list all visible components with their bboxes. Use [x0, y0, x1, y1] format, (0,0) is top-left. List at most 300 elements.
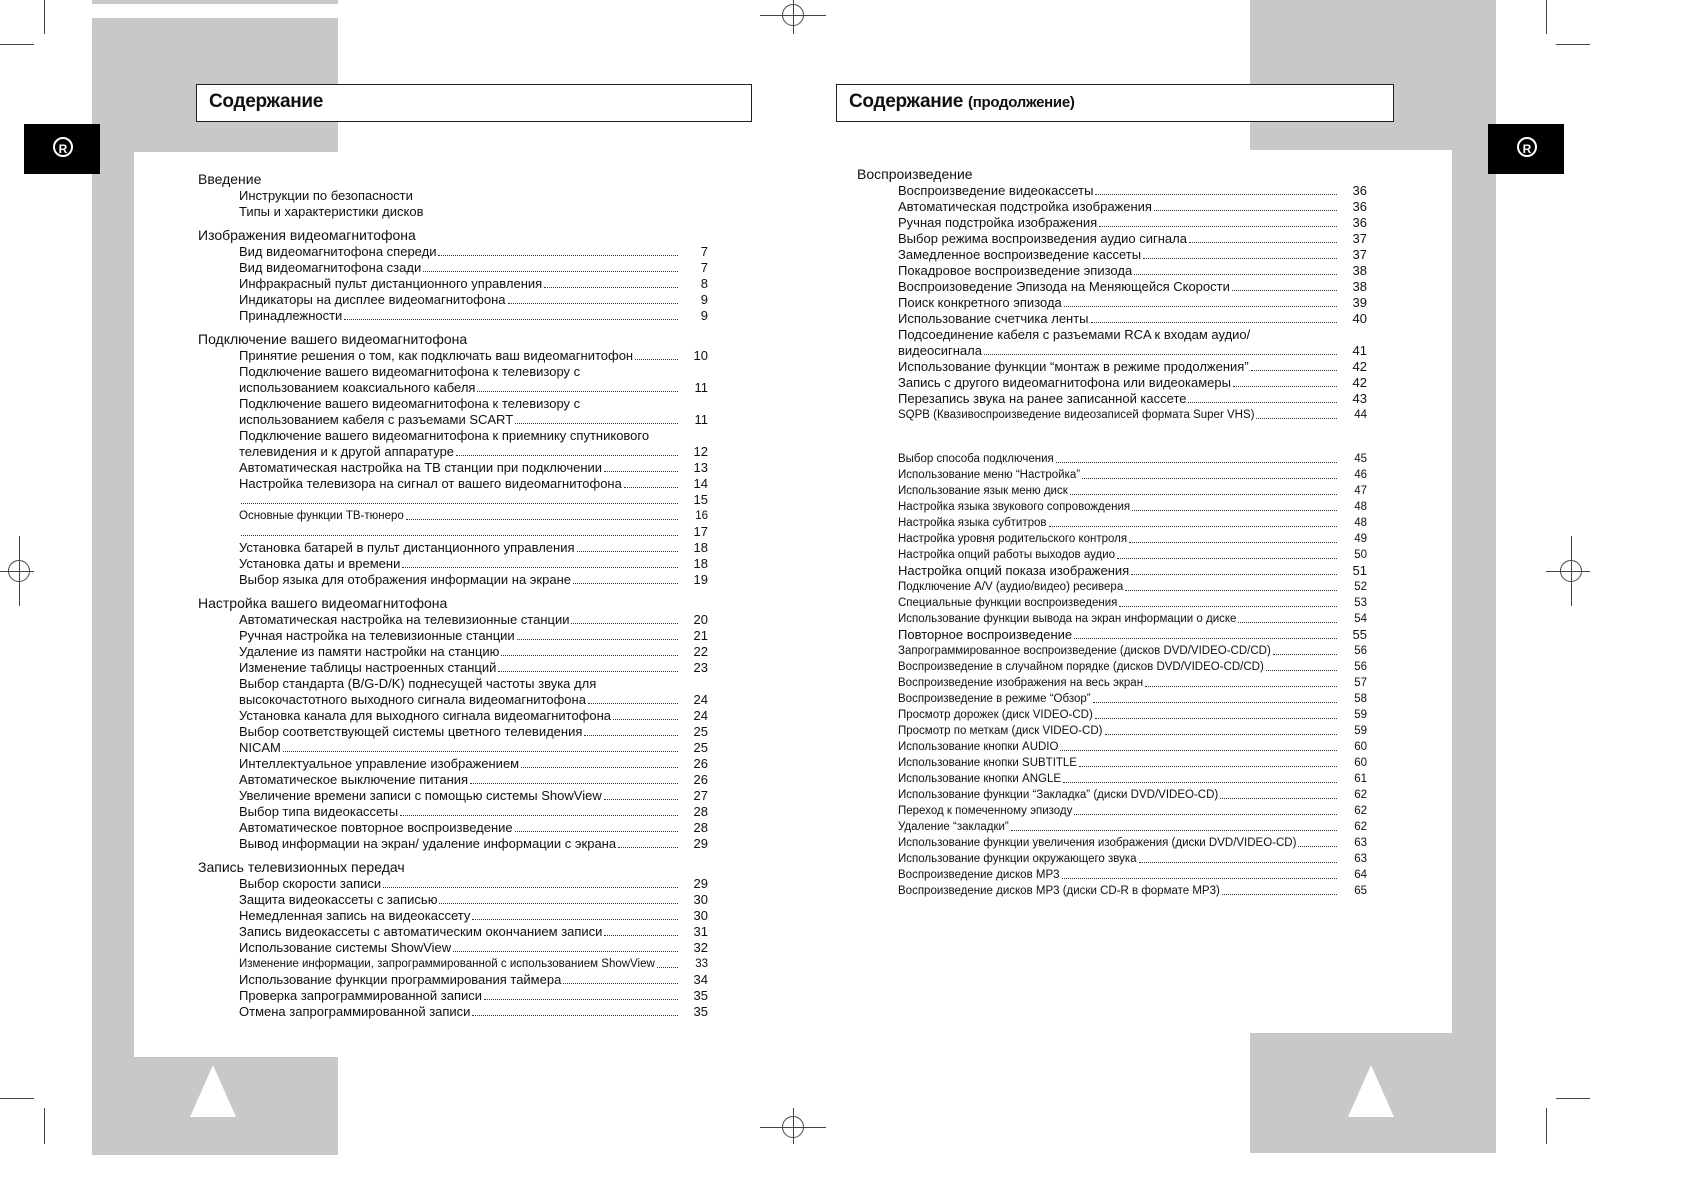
toc-entry-line: Подключение вашего видеомагнитофона к приемнику спутникового: [239, 428, 650, 443]
toc-entry-text: Использование функции “монтаж в режиме продолжения”: [898, 359, 1249, 374]
toc-entry-text: Инструкции по безопасности: [239, 188, 413, 203]
toc-entry-text: Изменение информации, запрограммированной с использованием ShowView: [239, 958, 655, 970]
toc-entry: [239, 876, 708, 892]
leader-dots: [1011, 830, 1337, 831]
toc-entry-text: Просмотр по меткам (диск VIDEO-CD): [898, 725, 1103, 737]
toc-page-number: 8: [700, 276, 708, 291]
toc-entry: [239, 628, 708, 644]
toc-entry: [898, 611, 1367, 627]
toc-entry-text: Воспроизведение дисков MP3: [898, 869, 1060, 881]
leader-dots: [383, 887, 678, 888]
crop-mark: [1546, 0, 1547, 34]
toc-page-number: 17: [693, 524, 708, 539]
toc-entry: [898, 407, 1367, 423]
toc-entry: [239, 1004, 708, 1020]
toc-entry-text: Проверка запрограммированной записи: [239, 988, 483, 1003]
leader-dots: [400, 815, 678, 816]
toc-page-number: 32: [693, 940, 708, 955]
toc-page-number: 24: [693, 692, 708, 707]
toc-entry: [898, 771, 1367, 787]
toc-entry: [898, 499, 1367, 515]
toc-entry: [898, 515, 1367, 531]
toc-entry: [239, 308, 708, 324]
leader-dots: [241, 535, 678, 536]
toc-entry-text: Удаление “закладки”: [898, 821, 1009, 833]
toc-entry: [239, 724, 708, 740]
leader-dots: [470, 783, 678, 784]
toc-entry: [898, 199, 1367, 215]
toc-entry: [239, 708, 708, 724]
toc-entry-text: SQPB (Квазивоспроизведение видеозаписей формата Super VHS): [898, 409, 1255, 421]
section-title: Настройка вашего видеомагнитофона: [198, 595, 448, 611]
toc-entry-text: Выбор скорости записи: [239, 876, 382, 891]
leader-dots: [584, 735, 678, 736]
toc-entry-text: Автоматическое повторное воспроизведение: [239, 820, 513, 835]
toc-entry: [239, 476, 708, 492]
toc-entry-text: Использование счетчика ленты: [898, 311, 1089, 326]
leader-dots: [573, 583, 678, 584]
leader-dots: [517, 639, 678, 640]
toc-page-number: 27: [693, 788, 708, 803]
leader-dots: [1145, 686, 1337, 687]
leader-dots: [1220, 798, 1337, 799]
toc-entry: [898, 835, 1367, 851]
toc-page-number: 62: [1354, 805, 1367, 817]
toc-page-number: 47: [1354, 485, 1367, 497]
toc-entry-text: Использование меню “Настройка”: [898, 469, 1081, 481]
toc-entry: [239, 612, 708, 628]
toc-entry-text: Автоматическая настройка на телевизионные станции: [239, 612, 570, 627]
toc-entry-text: видеосигнала: [898, 343, 982, 358]
section-title: Введение: [198, 171, 262, 187]
leader-dots: [1074, 638, 1337, 639]
toc-entry: [898, 851, 1367, 867]
toc-entry-text: Переход к помеченному эпизоду: [898, 805, 1073, 817]
toc-entry: [898, 803, 1367, 819]
toc-entry-text: NICAM: [239, 740, 281, 755]
toc-entry: [239, 276, 708, 292]
leader-dots: [402, 567, 678, 568]
leader-dots: [472, 919, 678, 920]
toc-entry: [239, 788, 708, 804]
toc-page-number: 61: [1354, 773, 1367, 785]
toc-page-number: 18: [693, 556, 708, 571]
leader-dots: [984, 354, 1337, 355]
toc-entry: [898, 531, 1367, 547]
leader-dots: [1117, 558, 1337, 559]
toc-entry-text: Подключение A/V (аудио/видео) ресивера: [898, 581, 1124, 593]
toc-page-number: 26: [693, 756, 708, 771]
leader-dots: [577, 551, 679, 552]
toc-entry: [239, 772, 708, 788]
left-language-tab: [24, 124, 100, 174]
toc-entry-text: Ручная настройка на телевизионные станции: [239, 628, 515, 643]
toc-entry: [898, 231, 1367, 247]
toc-page-number: 56: [1354, 661, 1367, 673]
leader-dots: [1070, 494, 1337, 495]
toc-entry-text: Удаление из памяти настройки на станцию: [239, 644, 500, 659]
crop-mark: [0, 44, 34, 45]
toc-entry-text: Настройка уровня родительского контроля: [898, 533, 1128, 545]
leader-dots: [657, 967, 678, 968]
toc-page-number: 51: [1352, 563, 1367, 578]
toc-entry-text: Инфракрасный пульт дистанционного управления: [239, 276, 543, 291]
toc-entry: [239, 260, 708, 276]
toc-entry-text: Отмена запрограммированной записи: [239, 1004, 471, 1019]
toc-entry: [239, 244, 708, 260]
toc-entry: [239, 540, 708, 556]
leader-dots: [544, 287, 678, 288]
toc-page-number: 7: [700, 244, 708, 259]
leader-dots: [508, 303, 678, 304]
toc-page-number: 62: [1354, 789, 1367, 801]
toc-entry-text: Использование функции увеличения изображения (диски DVD/VIDEO-CD): [898, 837, 1297, 849]
toc-page-number: 29: [693, 876, 708, 891]
leader-dots: [1079, 766, 1337, 767]
crop-mark: [1556, 44, 1590, 45]
toc-entry-text: телевидения и к другой аппаратуре: [239, 444, 455, 459]
leader-dots: [1143, 258, 1337, 259]
toc-entry: [239, 692, 708, 708]
leader-dots: [501, 655, 678, 656]
toc-entry: [239, 908, 708, 924]
toc-entry-text: Немедленная запись на видеокассету: [239, 908, 471, 923]
toc-page-number: 44: [1354, 409, 1367, 421]
toc-entry-text: Настройка опций работы выходов аудио: [898, 549, 1116, 561]
leader-dots: [604, 935, 678, 936]
toc-entry-text: использованием коаксиального кабеля: [239, 380, 476, 395]
toc-page-number: 21: [693, 628, 708, 643]
toc-page-number: 11: [694, 380, 708, 395]
toc-entry-text: Принятие решения о том, как подключать ваш видеомагнитофон: [239, 348, 634, 363]
toc-page-number: 41: [1352, 343, 1367, 358]
leader-dots: [1129, 542, 1337, 543]
toc-entry: [239, 508, 708, 524]
toc-entry: [239, 572, 708, 588]
toc-page-number: 58: [1354, 693, 1367, 705]
toc-entry: [239, 292, 708, 308]
toc-entry-text: Использование функции вывода на экран информации о диске: [898, 613, 1237, 625]
toc-entry-text: Выбор типа видеокассеты: [239, 804, 399, 819]
toc-entry: [898, 483, 1367, 499]
toc-page-number: 30: [693, 892, 708, 907]
toc-entry-text: Повторное воспроизведение: [898, 627, 1073, 642]
leader-dots: [1105, 734, 1338, 735]
leader-dots: [1154, 210, 1337, 211]
toc-entry-text: Увеличение времени записи с помощью системы ShowView: [239, 788, 602, 803]
toc-page-number: 30: [693, 908, 708, 923]
toc-entry-text: Использование функции программирования таймера: [239, 972, 562, 987]
right-page-title: [836, 84, 1394, 122]
toc-entry: [898, 563, 1367, 579]
leader-dots: [1064, 306, 1337, 307]
toc-page-number: 63: [1354, 853, 1367, 865]
toc-page-number: 53: [1354, 597, 1367, 609]
toc-entry: [898, 343, 1367, 359]
leader-dots: [484, 999, 678, 1000]
toc-entry-text: Просмотр дорожек (диск VIDEO-CD): [898, 709, 1093, 721]
toc-entry: [898, 723, 1367, 739]
toc-entry: [239, 660, 708, 676]
toc-page-number: 14: [693, 476, 708, 491]
toc-entry: [898, 295, 1367, 311]
right-gray-band-top: [1250, 0, 1496, 160]
toc-page-number: 18: [693, 540, 708, 555]
leader-dots: [453, 951, 678, 952]
crop-mark: [1546, 1108, 1547, 1144]
toc-entry: [239, 204, 708, 220]
leader-dots: [1189, 242, 1337, 243]
toc-page-number: 38: [1352, 279, 1367, 294]
leader-dots: [1095, 194, 1337, 195]
toc-entry: [898, 183, 1367, 199]
toc-entry: [239, 756, 708, 772]
toc-entry: [898, 263, 1367, 279]
registration-mark: [1546, 571, 1590, 572]
toc-entry-text: Настройка языка субтитров: [898, 517, 1047, 529]
toc-page-number: 39: [1352, 295, 1367, 310]
toc-page-number: 7: [700, 260, 708, 275]
leader-dots: [1062, 878, 1337, 879]
right-up-triangle: [1348, 1065, 1394, 1117]
toc-page-number: 28: [693, 820, 708, 835]
toc-page-number: 50: [1354, 549, 1367, 561]
toc-entry-text: Защита видеокассеты с записью: [239, 892, 438, 907]
leader-dots: [1266, 670, 1337, 671]
registration-mark: [793, 1108, 794, 1144]
toc-page-number: 35: [693, 1004, 708, 1019]
toc-page-number: 25: [693, 724, 708, 739]
toc-page-number: 60: [1354, 741, 1367, 753]
leader-dots: [439, 903, 678, 904]
toc-entry: [898, 451, 1367, 467]
toc-page-number: 9: [700, 292, 708, 307]
toc-entry: [239, 804, 708, 820]
toc-entry: [239, 380, 708, 396]
toc-entry: [898, 883, 1367, 899]
toc-page-number: 52: [1354, 581, 1367, 593]
leader-dots: [1056, 462, 1337, 463]
toc-entry: [898, 675, 1367, 691]
toc-entry-text: Поиск конкретного эпизода: [898, 295, 1062, 310]
toc-entry-text: Выбор способа подключения: [898, 453, 1054, 465]
toc-page-number: 33: [695, 958, 708, 970]
leader-dots: [1063, 782, 1337, 783]
toc-entry: [239, 460, 708, 476]
toc-page-number: 19: [693, 572, 708, 587]
toc-page-number: 43: [1352, 391, 1367, 406]
leader-dots: [618, 847, 678, 848]
toc-entry-text: Выбор языка для отображения информации на экране: [239, 572, 571, 587]
leader-dots: [423, 271, 678, 272]
toc-page-number: 36: [1352, 215, 1367, 230]
right-toc: [857, 165, 1367, 899]
toc-entry-text: Перезапись звука на ранее записанной кассете: [898, 391, 1187, 406]
toc-page-number: 57: [1354, 677, 1367, 689]
left-tab-label: R: [53, 137, 73, 157]
toc-entry-text: Использование системы ShowView: [239, 940, 452, 955]
leader-dots: [406, 519, 678, 520]
toc-entry: [898, 467, 1367, 483]
section-title: Подключение вашего видеомагнитофона: [198, 331, 468, 347]
toc-entry-text: Запись с другого видеомагнитофона или видеокамеры: [898, 375, 1231, 390]
toc-entry: [239, 492, 708, 508]
leader-dots: [283, 751, 678, 752]
crop-mark: [0, 1098, 34, 1099]
leader-dots: [1074, 814, 1337, 815]
leader-dots: [1233, 386, 1337, 387]
toc-entry: [239, 972, 708, 988]
toc-entry: [898, 739, 1367, 755]
toc-entry: [898, 375, 1367, 391]
toc-entry-text: Выбор режима воспроизведения аудио сигнала: [898, 231, 1187, 246]
leader-dots: [515, 423, 678, 424]
leader-dots: [635, 359, 678, 360]
leader-dots: [1095, 718, 1337, 719]
toc-entry-text: высокочастотного выходного сигнала видеомагнитофона: [239, 692, 586, 707]
toc-entry: [239, 956, 708, 972]
registration-mark: [793, 0, 794, 34]
leader-dots: [515, 831, 678, 832]
leader-dots: [1139, 862, 1337, 863]
toc-page-number: 28: [693, 804, 708, 819]
toc-page-number: 64: [1354, 869, 1367, 881]
toc-entry: [898, 707, 1367, 723]
left-title-text: Содержание: [209, 91, 324, 112]
toc-page-number: 25: [693, 740, 708, 755]
left-page-title: [196, 84, 752, 122]
toc-entry-text: Настройка языка звукового сопровождения: [898, 501, 1131, 513]
toc-entry: [239, 740, 708, 756]
toc-page-number: 48: [1354, 501, 1367, 513]
leader-dots: [1060, 750, 1337, 751]
left-toc: [198, 170, 708, 1020]
leader-dots: [571, 623, 678, 624]
toc-page-number: 59: [1354, 725, 1367, 737]
leader-dots: [1049, 526, 1337, 527]
registration-mark: [0, 571, 34, 572]
toc-page-number: 36: [1352, 199, 1367, 214]
toc-entry: [239, 524, 708, 540]
toc-entry-text: Использование функции “Закладка” (диски DVD/VIDEO-CD): [898, 789, 1219, 801]
right-gray-column: [1452, 150, 1496, 1060]
leader-dots: [438, 255, 678, 256]
toc-entry-text: Настройка опций показа изображения: [898, 563, 1130, 578]
toc-entry-text: использованием кабеля с разъемами SCART: [239, 412, 514, 427]
toc-entry-text: Запрограммированное воспроизведение (дисков DVD/VIDEO-CD/CD): [898, 645, 1271, 657]
toc-page-number: 31: [693, 924, 708, 939]
leader-dots: [624, 487, 678, 488]
leader-dots: [1134, 274, 1337, 275]
toc-entry: [898, 311, 1367, 327]
leader-dots: [477, 391, 678, 392]
toc-entry-text: Автоматическое выключение питания: [239, 772, 469, 787]
toc-page-number: 12: [693, 444, 708, 459]
toc-entry: [898, 579, 1367, 595]
toc-entry-text: Использование язык меню диск: [898, 485, 1068, 497]
toc-entry-text: Использование кнопки AUDIO: [898, 741, 1059, 753]
section-spacer: [857, 423, 1367, 451]
toc-entry: [239, 940, 708, 956]
toc-entry: [239, 820, 708, 836]
toc-page-number: 49: [1354, 533, 1367, 545]
toc-entry: [898, 787, 1367, 803]
toc-entry: [898, 691, 1367, 707]
toc-entry-text: Вид видеомагнитофона спереди: [239, 244, 437, 259]
toc-page-number: 42: [1352, 375, 1367, 390]
toc-entry: [898, 279, 1367, 295]
leader-dots: [1273, 654, 1337, 655]
leader-dots: [563, 983, 678, 984]
toc-entry-text: Использование функции окружающего звука: [898, 853, 1137, 865]
leader-dots: [1119, 606, 1337, 607]
right-title-text: Содержание: [849, 91, 964, 112]
toc-entry: [239, 924, 708, 940]
toc-entry-text: Воспроизведение дисков MP3 (диски CD-R в формате MP3): [898, 885, 1220, 897]
toc-entry-text: Воспроизоведение Эпизода на Меняющейся Скорости: [898, 279, 1230, 294]
leader-dots: [1099, 226, 1337, 227]
leader-dots: [588, 703, 678, 704]
leader-dots: [1125, 590, 1337, 591]
toc-page-number: 60: [1354, 757, 1367, 769]
toc-page-number: 34: [693, 972, 708, 987]
toc-entry: [898, 643, 1367, 659]
leader-dots: [613, 719, 678, 720]
leader-dots: [1222, 894, 1337, 895]
toc-entry-text: Использование кнопки SUBTITLE: [898, 757, 1077, 769]
toc-entry: [239, 836, 708, 852]
toc-entry-text: Воспроизведение в режиме “Обзор”: [898, 693, 1091, 705]
toc-page-number: 15: [693, 492, 708, 507]
toc-page-number: 24: [693, 708, 708, 723]
toc-page-number: 23: [693, 660, 708, 675]
toc-page-number: 59: [1354, 709, 1367, 721]
toc-entry-text: Автоматическая подстройка изображения: [898, 199, 1152, 214]
toc-entry-text: Типы и характеристики дисков: [239, 204, 424, 219]
toc-entry: [239, 644, 708, 660]
toc-page-number: 22: [693, 644, 708, 659]
toc-page-number: 13: [693, 460, 708, 475]
section-title: Изображения видеомагнитофона: [198, 227, 416, 243]
toc-entry-text: Автоматическая настройка на ТВ станции при подключении: [239, 460, 603, 475]
toc-entry-text: Вывод информации на экран/ удаление информации с экрана: [239, 836, 617, 851]
leader-dots: [456, 455, 678, 456]
leader-dots: [241, 503, 678, 504]
toc-page-number: 42: [1352, 359, 1367, 374]
toc-entry: [239, 892, 708, 908]
toc-entry: [239, 412, 708, 428]
toc-page-number: 40: [1352, 311, 1367, 326]
leader-dots: [344, 319, 678, 320]
toc-page-number: 37: [1352, 231, 1367, 246]
toc-entry-text: Установка даты и времени: [239, 556, 401, 571]
toc-entry-line: Подключение вашего видеомагнитофона к телевизору с: [239, 364, 581, 379]
toc-entry-text: Принадлежности: [239, 308, 343, 323]
toc-entry: [898, 627, 1367, 643]
toc-entry: [898, 867, 1367, 883]
toc-entry: [898, 595, 1367, 611]
toc-page-number: 26: [693, 772, 708, 787]
toc-entry: [239, 348, 708, 364]
toc-entry-text: Вид видеомагнитофона сзади: [239, 260, 422, 275]
leader-dots: [604, 799, 678, 800]
toc-entry-text: Установка канала для выходного сигнала видеомагнитофона: [239, 708, 612, 723]
toc-entry: [898, 359, 1367, 375]
toc-entry-text: Настройка телевизора на сигнал от вашего видеомагнитофона: [239, 476, 622, 491]
leader-dots: [604, 471, 678, 472]
toc-entry: [239, 556, 708, 572]
section-title: Воспроизведение: [857, 166, 973, 182]
